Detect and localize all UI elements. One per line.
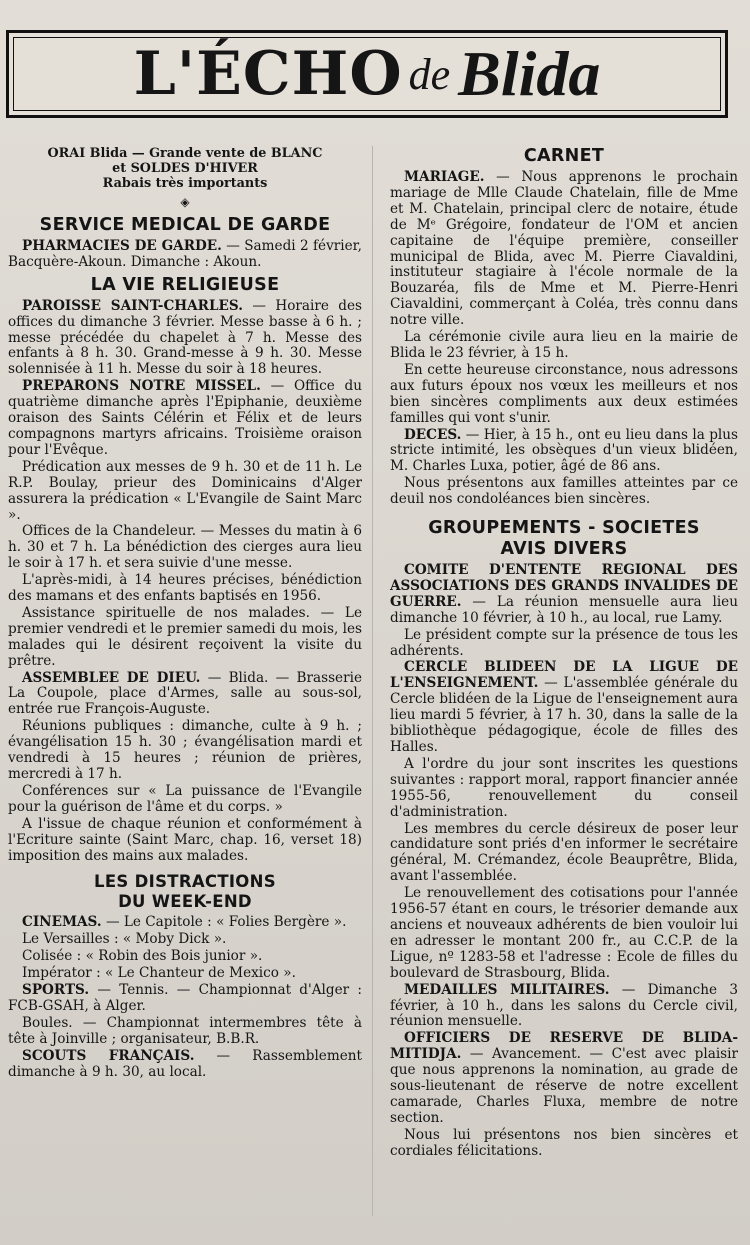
column-divider	[372, 146, 373, 1216]
paragraph-lead: CERCLE BLIDEEN DE LA LIGUE DE L'ENSEIGNEMENT.	[390, 659, 738, 692]
paragraph-text: — Office du quatrième dimanche après l'Epiphanie, deuxième oraison des Saints Célérin et Félix et de leurs compagnons martyrs africains. Troisième oraison pour l'Evêque.	[8, 378, 362, 458]
paragraph-text: — Horaire des offices du dimanche 3 février. Messe basse à 6 h. ; messe précédée du chapelet à 7 h. Messe des enfants à 8 h. 30. Grand-messe à 9 h. 30. Messe solennisée à 11 h. Messe du soir à 18 heures.	[8, 297, 362, 378]
paragraph-text: — La réunion mensuelle aura lieu dimanche 10 février, à 10 h., au local, rue Lamy.	[390, 593, 738, 626]
article-paragraph	[8, 915, 362, 931]
ornament-icon: ◈	[180, 195, 190, 209]
ad-line-1: ORAI Blida — Grande vente de BLANC	[47, 146, 323, 161]
paragraph-text: — Dimanche 3 février, à 10 h., dans les salons du Cercle civil, réunion mensuelle.	[390, 981, 738, 1030]
paragraph-text: — Tennis. — Championnat d'Alger : FCB-GSAH, à Alger.	[8, 982, 362, 1014]
section-title-groupements-1: GROUPEMENTS - SOCIETES	[428, 518, 700, 539]
masthead-title-echo: L'ÉCHO	[133, 39, 403, 109]
masthead-title-blida: Blida	[458, 38, 601, 109]
right-column	[390, 146, 738, 1161]
article-paragraph	[8, 239, 362, 271]
article-paragraph: Nous présentons aux familles atteintes par ce deuil nos condoléances bien sincères.	[390, 475, 738, 508]
article-paragraph	[8, 983, 362, 1015]
ad-line-2: et SOLDES D'HIVER	[112, 161, 258, 176]
article-paragraph	[390, 983, 738, 1031]
article-paragraph: Offices de la Chandeleur. — Messes du matin à 6 h. 30 et 7 h. La bénédiction des cierges aura lieu le soir à 17 h. et sera suivie d'une messe.	[8, 523, 362, 572]
paragraph-lead: PAROISSE SAINT-CHARLES.	[22, 297, 243, 314]
paragraph-text: — Blida. — Brasserie La Coupole, place d'Armes, salle au sous-sol, entrée rue François-Auguste.	[8, 669, 362, 718]
paragraph-text: — Samedi 2 février, Bacquère-Akoun. Dimanche : Akoun.	[8, 237, 362, 270]
article-paragraph: Boules. — Championnat intermembres tête à tête à Joinville ; organisateur, B.B.R.	[8, 1014, 362, 1047]
article-paragraph: Le président compte sur la présence de tous les adhérents.	[390, 626, 738, 659]
article-paragraph: En cette heureuse circonstance, nous adressons aux futurs époux nos vœux les meilleurs et nos bien sincères compliments aux deux estimées familles qui vont s'unir.	[390, 361, 738, 426]
paragraph-text: — Avancement. — C'est avec plaisir que nous apprenons la nomination, au grade de sous-lieutenant de réserve de notre excellent camarade, Charles Fluxa, membre de notre section.	[390, 1046, 738, 1126]
paragraph-lead: CINEMAS.	[22, 914, 102, 931]
section-title-carnet: CARNET	[523, 146, 605, 166]
article-paragraph: Conférences sur « La puissance de l'Evangile pour la guérison de l'âme et du corps. »	[8, 782, 362, 815]
paragraph-lead: PREPARONS NOTRE MISSEL.	[22, 378, 261, 395]
article-paragraph: Prédication aux messes de 9 h. 30 et de 11 h. Le R.P. Boulay, prieur des Dominicains d'Alger assurera la prédication « L'Evangile de Saint Marc ».	[8, 458, 362, 523]
article-paragraph: Colisée : « Robin des Bois junior ».	[22, 948, 263, 965]
article-paragraph	[390, 170, 738, 329]
paragraph-text: — Hier, à 15 h., ont eu lieu dans la plus stricte intimité, les obsèques d'un vieux blidéen, M. Charles Luxa, potier, âgé de 86 ans.	[390, 426, 738, 475]
section-title-distractions-1: LES DISTRACTIONS	[94, 872, 276, 892]
ad-line-3: Rabais très importants	[102, 176, 268, 191]
article-paragraph	[390, 428, 738, 476]
article-paragraph	[390, 1031, 738, 1126]
masthead-inner-border	[13, 37, 721, 111]
paragraph-text: — Rassemblement dimanche à 9 h. 30, au local.	[8, 1047, 362, 1080]
article-paragraph	[8, 299, 362, 379]
article-paragraph: Nous lui présentons nos bien sincères et cordiales félicitations.	[390, 1126, 738, 1159]
paragraph-lead: ASSEMBLEE DE DIEU.	[22, 669, 201, 686]
section-title-service-medical: SERVICE MEDICAL DE GARDE	[39, 214, 331, 235]
paragraph-text: — L'assemblée générale du Cercle blidéen de la Ligue de l'enseignement aura lieu mardi 5 février, à 17 h. 30, dans la salle de la bibliothèque pédagogique, école de filles des Halles.	[390, 675, 739, 755]
article-paragraph: Le renouvellement des cotisations pour l'année 1956-57 étant en cours, le trésorier demande aux anciens et nouveaux adhérents de bien vouloir lui en adresser le montant 200 fr., au C.C.P. de la Ligue, nº 1283-58 et l'adresse : Ecole de filles du boulevard de Strasbourg, Blida.	[390, 885, 738, 981]
section-title-vie-religieuse: LA VIE RELIGIEUSE	[90, 274, 280, 295]
article-paragraph: A l'issue de chaque réunion et conformément à l'Ecriture sainte (Saint Marc, chap. 16, verset 18) imposition des mains aux malades.	[8, 815, 362, 864]
article-paragraph	[8, 1049, 362, 1081]
paragraph-lead: SPORTS.	[22, 982, 90, 999]
paragraph-lead: PHARMACIES DE GARDE.	[22, 237, 222, 254]
paragraph-lead: MEDAILLES MILITAIRES.	[404, 981, 610, 998]
article-paragraph	[8, 379, 362, 459]
article-paragraph: A l'ordre du jour sont inscrites les questions suivantes : rapport moral, rapport financier année 1955-56, renouvellement du conseil d'administration.	[390, 755, 738, 820]
paragraph-lead: SCOUTS FRANÇAIS.	[22, 1047, 195, 1064]
article-paragraph: Assistance spirituelle de nos malades. — Le premier vendredi et le premier samedi du mois, les malades qui le désirent reçoivent la visite du prêtre.	[8, 604, 362, 669]
article-paragraph: Le Versailles : « Moby Dick ».	[22, 931, 227, 948]
section-title-groupements-2: AVIS DIVERS	[500, 539, 628, 560]
paragraph-lead: DECES.	[404, 426, 462, 443]
article-paragraph	[390, 660, 738, 755]
article-paragraph	[8, 671, 362, 719]
article-paragraph	[390, 563, 738, 627]
paragraph-text: — Le Capitole : « Folies Bergère ».	[105, 914, 347, 931]
paragraph-lead: OFFICIERS DE RESERVE DE BLIDA-MITIDJA.	[390, 1030, 738, 1063]
paragraph-text: — Nous apprenons le prochain mariage de Mlle Claude Chatelain, fille de Mme et M. Chatelain, principal clerc de notaire, étude de Mᵉ Grégoire, fondateur de l'OM et ancien capitaine de l'équipe première, conseiller municipal de Blida, avec M. Pierre Ciavaldini, instituteur stagiaire à l'école normale de la Bouzaréa, fils de Mme et M. Pierre-Henri Ciavaldini, commerçant à Coléa, très connu dans notre ville.	[390, 169, 738, 329]
section-title-distractions-2: DU WEEK-END	[118, 892, 252, 912]
masthead-title-de: de	[408, 49, 451, 99]
article-paragraph: L'après-midi, à 14 heures précises, bénédiction des mamans et des enfants baptisés en 1956.	[8, 572, 362, 605]
masthead	[6, 30, 728, 118]
article-paragraph: Impérator : « Le Chanteur de Mexico ».	[22, 965, 296, 982]
article-paragraph: Les membres du cercle désireux de poser leur candidature sont priés d'en informer le secrétaire général, M. Crémandez, école Beauprêtre, Blida, avant l'assemblée.	[390, 820, 738, 885]
article-paragraph: La cérémonie civile aura lieu en la mairie de Blida le 23 février, à 15 h.	[390, 329, 738, 361]
paragraph-lead: COMITE D'ENTENTE REGIONAL DES ASSOCIATIONS DES GRANDS INVALIDES DE GUERRE.	[390, 562, 738, 610]
left-column	[8, 146, 362, 1082]
paragraph-lead: MARIAGE.	[404, 169, 485, 185]
article-paragraph: Réunions publiques : dimanche, culte à 9 h. ; évangélisation 15 h. 30 ; évangélisation mardi et vendredi à 15 heures ; réunion de prières, mercredi à 17 h.	[8, 718, 362, 782]
